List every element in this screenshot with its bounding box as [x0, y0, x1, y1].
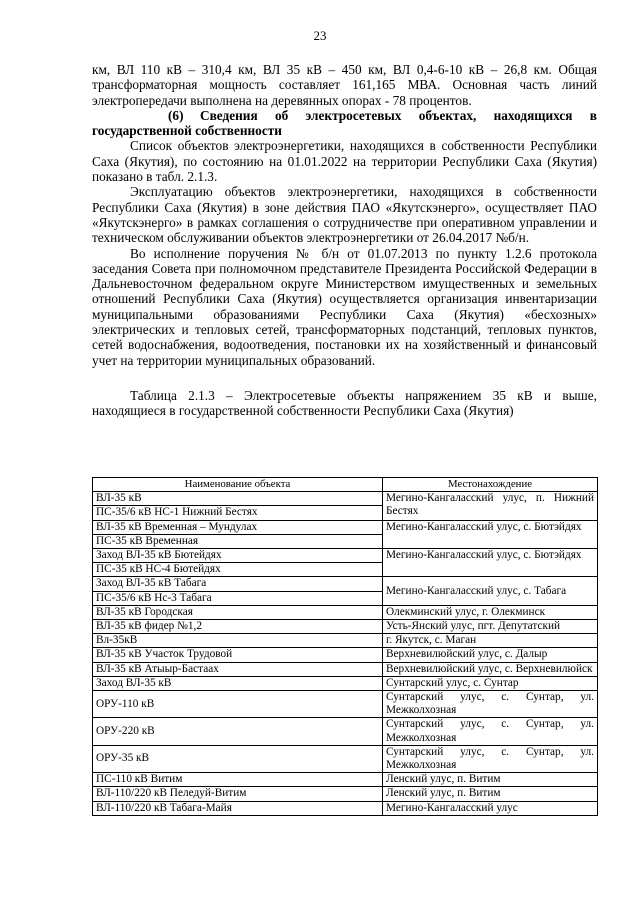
object-location: г. Якутск, с. Маган: [383, 634, 598, 648]
object-name: ОРУ-35 кВ: [93, 745, 383, 772]
object-location: Мегино-Кангаласский улус, с. Бютэйдях: [383, 549, 598, 577]
table-row: [93, 662, 598, 676]
table-row: [93, 549, 598, 563]
object-location: Мегино-Кангаласский улус: [383, 801, 598, 815]
object-location: Мегино-Кангаласский улус, с. Табага: [383, 577, 598, 605]
object-location: Сунтарский улус, с. Сунтар: [383, 676, 598, 690]
object-location: Верхневилюйский улус, с. Далыр: [383, 648, 598, 662]
paragraph-list: Список объектов электроэнергетики, находящихся в собственности Республики Саха (Якутия), по состоянию на 01.01.2022 на территории Республики Саха (Якутия) показано в табл. 2.1.3.: [92, 138, 597, 185]
table-row: [93, 787, 598, 801]
table-row: [93, 492, 598, 506]
table-row: [93, 801, 598, 815]
object-name: ПС-35 кВ Временная: [93, 534, 383, 548]
paragraph-order: Во исполнение поручения № б/н от 01.07.2013 по пункту 1.2.6 протокола заседания Совета при полномочном представителе Президента Российской Федерации в Дальневосточном федеральном округе Министерством имущественных и земельных отношений Республики Саха (Якутия) осуществляется организация инвентаризации муниципальными образованиями Республики Саха (Якутия) «бесхозных» электрических и тепловых сетей, трансформаторных подстанций, тепловых пунктов, сетей водоснабжения, водоотведения, постановки их на хозяйственный и финансовый учет на территории муниципальных образований.: [92, 245, 597, 368]
header-object-name: Наименование объекта: [93, 478, 383, 492]
object-name: ПС-35 кВ НС-4 Бютейдях: [93, 563, 383, 577]
table-row: [93, 605, 598, 619]
page-number: 23: [313, 28, 327, 43]
object-name: Заход ВЛ-35 кВ Бютейдях: [93, 549, 383, 563]
section-heading: [92, 108, 597, 139]
table-row: [93, 691, 598, 718]
object-location: Олекминский улус, г. Олекминск: [383, 605, 598, 619]
object-location: Ленский улус, п. Витим: [383, 787, 598, 801]
object-name: ОРУ-220 кВ: [93, 718, 383, 745]
object-name: ВЛ-110/220 кВ Пеледуй-Витим: [93, 787, 383, 801]
table-header-row: [93, 478, 598, 492]
objects-table: [92, 477, 598, 816]
object-location: Усть-Янский улус, пгт. Депутатский: [383, 620, 598, 634]
object-name: ОРУ-110 кВ: [93, 691, 383, 718]
object-name: Вл-35кВ: [93, 634, 383, 648]
section-heading-text: Сведения об электросетевых объектах, находящихся в государственной собственности: [92, 107, 597, 139]
table-row: [93, 676, 598, 690]
object-name: Заход ВЛ-35 кВ: [93, 676, 383, 690]
object-location: Сунтарский улус, с. Сунтар, ул. Межколхозная: [383, 718, 598, 745]
table-row: [93, 577, 598, 591]
object-name: ПС-35/6 кВ Нс-3 Табага: [93, 591, 383, 605]
object-name: ВЛ-35 кВ Временная – Мундулах: [93, 520, 383, 534]
document-body: [92, 62, 597, 419]
section-heading-number: (6): [168, 107, 184, 123]
object-name: ВЛ-35 кВ Городская: [93, 605, 383, 619]
table-row: [93, 718, 598, 745]
table-row: [93, 634, 598, 648]
object-name: ВЛ-35 кВ фидер №1,2: [93, 620, 383, 634]
header-location: Местонахождение: [383, 478, 598, 492]
table-caption: Таблица 2.1.3 – Электросетевые объекты напряжением 35 кВ и выше, находящиеся в государственной собственности Республики Саха (Якутия): [92, 387, 597, 419]
object-location: Сунтарский улус, с. Сунтар, ул. Межколхозная: [383, 691, 598, 718]
table-row: [93, 648, 598, 662]
object-name: ВЛ-35 кВ Участок Трудовой: [93, 648, 383, 662]
object-location: Сунтарский улус, с. Сунтар, ул. Межколхозная: [383, 745, 598, 772]
object-name: ВЛ-35 кВ Атыыр-Бастаах: [93, 662, 383, 676]
object-name: ВЛ-35 кВ: [93, 492, 383, 506]
object-location: Ленский улус, п. Витим: [383, 773, 598, 787]
table-row: [93, 520, 598, 534]
object-name: ПС-110 кВ Витим: [93, 773, 383, 787]
table-row: [93, 773, 598, 787]
object-location: Мегино-Кангаласский улус, п. Нижний Бестях: [383, 492, 598, 520]
table-row: [93, 620, 598, 634]
table-row: [93, 745, 598, 772]
object-name: ПС-35/6 кВ НС-1 Нижний Бестях: [93, 506, 383, 520]
object-name: ВЛ-110/220 кВ Табага-Майя: [93, 801, 383, 815]
object-location: Мегино-Кангаласский улус, с. Бютэйдях: [383, 520, 598, 548]
paragraph-operation: Эксплуатацию объектов электроэнергетики, находящихся в собственности Республики Саха (Якутия) в зоне действия ПАО «Якутскэнерго», осуществляет ПАО «Якутскэнерго» в рамках соглашения о сотрудничестве при оперативном управлении и техническом обслуживании объектов электроэнергетики от 26.04.2017 №б/н.: [92, 184, 597, 246]
paragraph-intro: км, ВЛ 110 кВ – 310,4 км, ВЛ 35 кВ – 450 км, ВЛ 0,4-6-10 кВ – 26,8 км. Общая трансформаторная мощность составляет 161,165 МВА. Основная часть линий электропередачи выполнена на деревянных опорах - 78 процентов.: [92, 62, 597, 108]
object-location: Верхневилюйский улус, с. Верхневилюйск: [383, 662, 598, 676]
object-name: Заход ВЛ-35 кВ Табага: [93, 577, 383, 591]
